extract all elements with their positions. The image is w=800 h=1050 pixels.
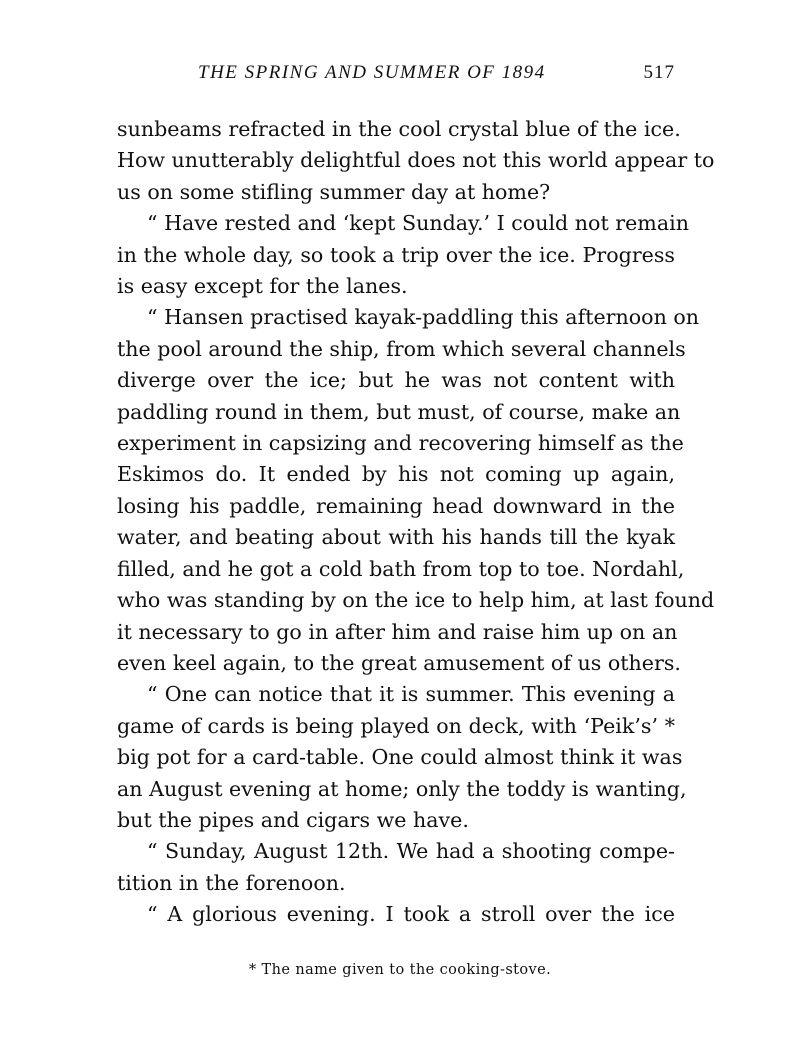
text-line: filled, and he got a cold bath from top to toe. Nordahl, [117, 556, 685, 581]
text-line: water, and beating about with his hands till the kyak [117, 525, 675, 550]
text-line: tition in the forenoon. [117, 870, 346, 895]
text-line: in the whole day, so took a trip over the ice. Progress [117, 242, 675, 267]
text-line: paddling round in them, but must, of course, make an [117, 399, 681, 424]
text-line: an August evening at home; only the toddy is wanting, [117, 776, 687, 801]
text-line: who was standing by on the ice to help him, at last found [117, 588, 715, 613]
text-line: experiment in capsizing and recovering himself as the [117, 431, 684, 456]
text-line: “ Have rested and ‘kept Sunday.’ I could not remain [147, 211, 689, 236]
body-text [117, 114, 715, 931]
text-line: us on some stifling summer day at home? [117, 179, 551, 204]
running-head [115, 62, 675, 92]
text-line: How unutterably delightful does not this world appear to [117, 148, 715, 173]
text-line: diverge over the ice; but he was not content with [117, 368, 675, 393]
text-line: “ One can notice that it is summer. This evening a [147, 682, 675, 707]
text-line: is easy except for the lanes. [117, 274, 408, 299]
text-line: “ Sunday, August 12th. We had a shooting compe- [147, 839, 675, 864]
text-line: but the pipes and cigars we have. [117, 807, 469, 832]
text-line: losing his paddle, remaining head downward in the [117, 493, 675, 518]
page-number: 517 [643, 62, 675, 83]
text-line: “ Hansen practised kayak-paddling this afternoon on [147, 305, 700, 330]
text-line: sunbeams refracted in the cool crystal blue of the ice. [117, 117, 681, 141]
text-line: big pot for a card-table. One could almost think it was [117, 745, 683, 770]
footnote: * The name given to the cooking-stove. [248, 962, 552, 978]
text-line: “ A glorious evening. I took a stroll over the ice [147, 902, 675, 927]
text-line: it necessary to go in after him and raise him up on an [117, 619, 678, 644]
text-line: Eskimos do. It ended by his not coming up again, [117, 462, 675, 487]
text-line: even keel again, to the great amusement of us others. [117, 650, 681, 675]
text-line: game of cards is being played on deck, with ‘Peik’s’ * [117, 713, 675, 738]
text-line: the pool around the ship, from which several channels [117, 336, 686, 361]
running-head-title: THE SPRING AND SUMMER OF 1894 [198, 62, 546, 83]
